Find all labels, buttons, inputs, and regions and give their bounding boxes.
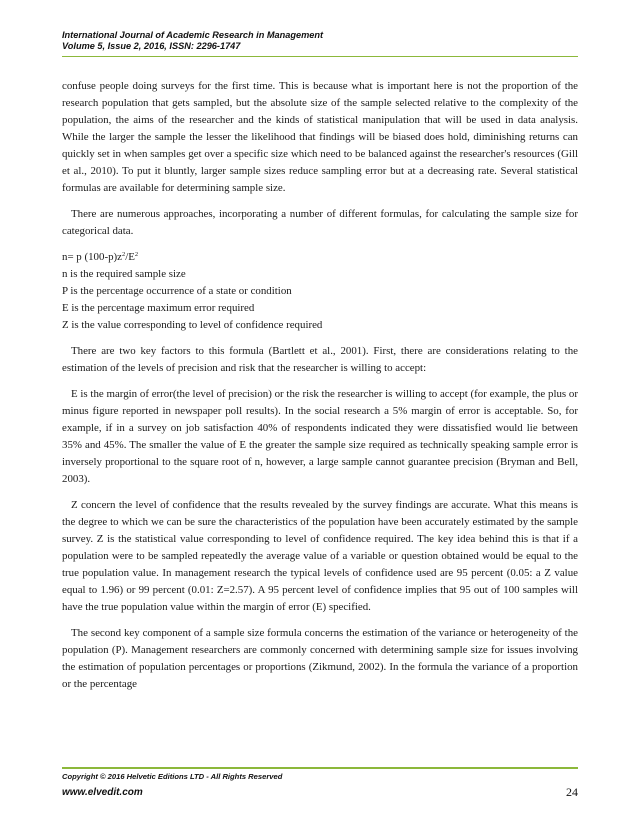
formula-divisor: /E: [125, 251, 135, 263]
formula-exponent-z: 2: [121, 251, 126, 258]
header-divider: [62, 56, 578, 57]
article-body: [62, 78, 578, 702]
paragraph-key-factors: There are two key factors to this formula (Bartlett et al., 2001). First, there are considerations relating to the estimation of the levels of precision and risk that the researcher is willing to accept:: [62, 345, 578, 374]
volume-info: Volume 5, Issue 2, 2016, ISSN: 2296-1747: [62, 41, 241, 51]
formula-exponent-e: 2: [134, 251, 139, 258]
footer-divider: [62, 767, 578, 769]
page-number: 24: [566, 785, 578, 799]
copyright-notice: Copyright © 2016 Helvetic Editions LTD - All Rights Reserved: [62, 772, 283, 781]
paragraph-margin-of-error: E is the margin of error(the level of precision) or the risk the researcher is willing to accept (for example, the plus or minus figure reported in newspaper poll results). In the social research a 5% margin of error is acceptable. So, for example, if in a survey on job satisfaction 40% of respondents indicated they were dissatisfied would lie between 35% and 45%. The smaller the value of E the greater the sample size required as technically speaking sample error is inversely proportional to the square root of n, however, a large sample cannot guarantee precision (Bryman and Bell, 2003).: [62, 388, 578, 485]
paragraph-approaches: There are numerous approaches, incorporating a number of different formulas, for calculating the sample size for categorical data.: [62, 208, 578, 237]
formula-equation: [62, 249, 578, 266]
formula-definition: E is the percentage maximum error required: [62, 302, 255, 314]
paragraph-confidence-level: Z concern the level of confidence that the results revealed by the survey findings are accurate. What this means is the degree to which we can be sure the characteristics of the population have been accurately estimated by the sample survey. Z is the statistical value corresponding to level of confidence required. The key idea behind this is that if a population were to be sampled repeatedly the average value of a variable or question obtained would be equal to the true population value. In management research the typical levels of confidence used are 95 percent (0.05: a Z value equal to 1.96) or 99 percent (0.01: Z=2.57). A 95 percent level of confidence implies that 95 out of 100 samples will have the true population value within the margin of error (E) specified.: [62, 499, 578, 613]
paragraph-variance: The second key component of a sample size formula concerns the estimation of the variance or heterogeneity of the population (P). Management researchers are commonly concerned with determining sample size for issues involving the estimation of population percentages or proportions (Zikmund, 2002). In the formula the variance of a proportion or the percentage: [62, 627, 578, 690]
paragraph-sample-size-intro: confuse people doing surveys for the first time. This is because what is important here is not the proportion of the research population that gets sampled, but the absolute size of the sample selected relative to the complexity of the population, the aims of the researcher and the kinds of statistical manipulation that will be used in data analysis. While the larger the sample the lesser the likelihood that findings will be biased does hold, diminishing returns can quickly set in when samples get over a specific size which need to be balanced against the researcher's resources (Gill et al., 2010). To put it bluntly, larger sample sizes reduce sampling error but at a decreasing rate. Several statistical formulas are available for determining sample size.: [62, 80, 578, 194]
formula-definition: P is the percentage occurrence of a state or condition: [62, 285, 292, 297]
formula-lhs: n= p (100-p)z: [62, 251, 122, 263]
running-header: [62, 30, 578, 52]
formula-definition: n is the required sample size: [62, 268, 186, 280]
journal-title: International Journal of Academic Research in Management: [62, 30, 324, 40]
sample-size-formula: [62, 249, 578, 334]
formula-definition: Z is the value corresponding to level of confidence required: [62, 319, 323, 331]
publisher-website-link[interactable]: www.elvedit.com: [62, 787, 143, 798]
